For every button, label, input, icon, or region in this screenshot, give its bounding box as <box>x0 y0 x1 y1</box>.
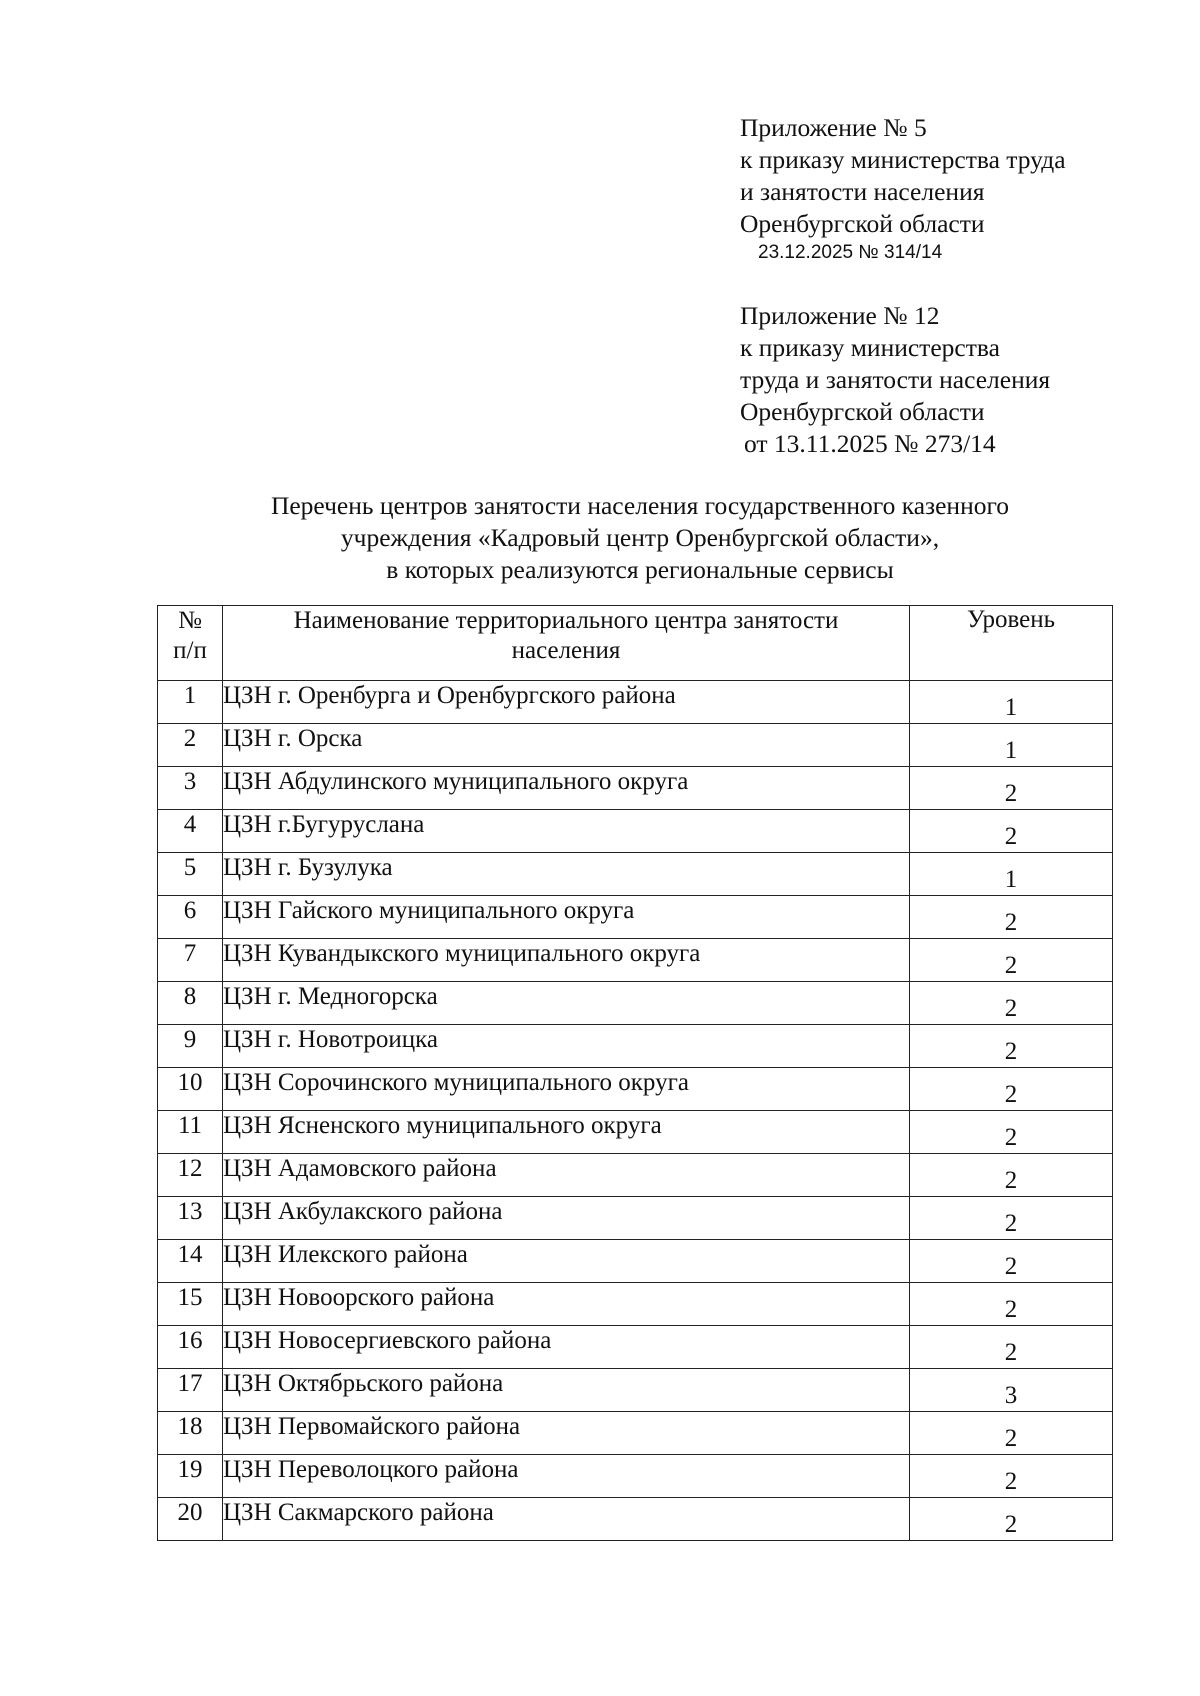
center-name: ЦЗН г. Бузулука <box>223 853 910 896</box>
table-row <box>158 681 1113 724</box>
table-row <box>158 1154 1113 1197</box>
center-name: ЦЗН г.Бугуруслана <box>223 810 910 853</box>
annex-current-ministry-line: и занятости населения <box>740 177 985 206</box>
row-number: 9 <box>158 1025 223 1068</box>
center-name: ЦЗН г. Орска <box>223 724 910 767</box>
annex-current-date: 23.12.2025 № 314/14 <box>758 242 943 263</box>
employment-centers-table <box>157 605 1113 1541</box>
table-row <box>158 1412 1113 1455</box>
service-level: 2 <box>910 896 1113 939</box>
center-name: ЦЗН Переволоцкого района <box>223 1455 910 1498</box>
service-level: 2 <box>910 1326 1113 1369</box>
service-level: 2 <box>910 1154 1113 1197</box>
center-name: ЦЗН г. Новотроицка <box>223 1025 910 1068</box>
center-name: ЦЗН Ясненского муниципального округа <box>223 1111 910 1154</box>
document-title-line-1: Перечень центров занятости населения государственного казенного <box>270 491 1010 520</box>
row-number: 3 <box>158 767 223 810</box>
service-level: 2 <box>910 939 1113 982</box>
table-row <box>158 1326 1113 1369</box>
service-level: 2 <box>910 1283 1113 1326</box>
center-name: ЦЗН Новосергиевского района <box>223 1326 910 1369</box>
table-row <box>158 1455 1113 1498</box>
table-header-row <box>158 606 1113 681</box>
center-name: ЦЗН Кувандыкского муниципального округа <box>223 939 910 982</box>
row-number: 4 <box>158 810 223 853</box>
service-level: 2 <box>910 982 1113 1025</box>
table-row <box>158 1283 1113 1326</box>
service-level: 2 <box>910 810 1113 853</box>
row-number: 16 <box>158 1326 223 1369</box>
center-name: ЦЗН Октябрьского района <box>223 1369 910 1412</box>
table-row <box>158 1369 1113 1412</box>
annex-current-title: Приложение № 5 <box>740 113 927 142</box>
table-row <box>158 939 1113 982</box>
center-name: ЦЗН Гайского муниципального округа <box>223 896 910 939</box>
row-number: 17 <box>158 1369 223 1412</box>
row-number: 13 <box>158 1197 223 1240</box>
service-level: 2 <box>910 1498 1113 1541</box>
center-name: ЦЗН г. Оренбурга и Оренбургского района <box>223 681 910 724</box>
annex-previous-date: от 13.11.2025 № 273/14 <box>744 429 996 458</box>
service-level: 2 <box>910 1455 1113 1498</box>
table-row <box>158 1111 1113 1154</box>
center-name: ЦЗН г. Медногорска <box>223 982 910 1025</box>
center-name: ЦЗН Сорочинского муниципального округа <box>223 1068 910 1111</box>
header-center-name-line-2: населения <box>511 637 621 664</box>
service-level: 2 <box>910 1197 1113 1240</box>
row-number: 14 <box>158 1240 223 1283</box>
service-level: 2 <box>910 1240 1113 1283</box>
row-number: 11 <box>158 1111 223 1154</box>
row-number: 18 <box>158 1412 223 1455</box>
annex-current-region-line: Оренбургской области <box>740 209 985 238</box>
row-number: 10 <box>158 1068 223 1111</box>
annex-previous-region-line: Оренбургской области <box>740 397 985 426</box>
center-name: ЦЗН Первомайского района <box>223 1412 910 1455</box>
table-row <box>158 1025 1113 1068</box>
document-title <box>150 490 1130 586</box>
service-level: 3 <box>910 1369 1113 1412</box>
annex-previous-title: Приложение № 12 <box>740 301 940 330</box>
table-row <box>158 810 1113 853</box>
header-number <box>158 606 223 681</box>
table-body <box>158 681 1113 1541</box>
row-number: 8 <box>158 982 223 1025</box>
annex-previous-order-line: к приказу министерства <box>740 333 1000 362</box>
row-number: 15 <box>158 1283 223 1326</box>
center-name: ЦЗН Сакмарского района <box>223 1498 910 1541</box>
table-row <box>158 1240 1113 1283</box>
row-number: 1 <box>158 681 223 724</box>
row-number: 6 <box>158 896 223 939</box>
table-row <box>158 1068 1113 1111</box>
header-number-abbr: п/п <box>173 637 207 664</box>
center-name: ЦЗН Адамовского района <box>223 1154 910 1197</box>
center-name: ЦЗН Новоорского района <box>223 1283 910 1326</box>
service-level: 2 <box>910 1025 1113 1068</box>
table-row <box>158 982 1113 1025</box>
row-number: 12 <box>158 1154 223 1197</box>
center-name: ЦЗН Абдулинского муниципального округа <box>223 767 910 810</box>
table-row <box>158 1197 1113 1240</box>
annex-current <box>740 112 1066 266</box>
annex-previous-ministry-line: труда и занятости населения <box>740 365 1051 394</box>
service-level: 2 <box>910 1412 1113 1455</box>
annex-current-order-line: к приказу министерства труда <box>740 145 1066 174</box>
annex-previous <box>740 300 1050 460</box>
table-row <box>158 853 1113 896</box>
row-number: 5 <box>158 853 223 896</box>
header-center-name-line-1: Наименование территориального центра занятости <box>293 607 839 634</box>
document-title-line-2: учреждения «Кадровый центр Оренбургской области», <box>340 523 940 552</box>
center-name: ЦЗН Акбулакского района <box>223 1197 910 1240</box>
service-level: 1 <box>910 681 1113 724</box>
service-level: 2 <box>910 767 1113 810</box>
table-row <box>158 724 1113 767</box>
header-center-name <box>223 606 910 681</box>
row-number: 7 <box>158 939 223 982</box>
center-name: ЦЗН Илекского района <box>223 1240 910 1283</box>
service-level: 1 <box>910 724 1113 767</box>
service-level: 2 <box>910 1111 1113 1154</box>
table-row <box>158 896 1113 939</box>
row-number: 2 <box>158 724 223 767</box>
document-title-line-3: в которых реализуются региональные сервисы <box>386 555 894 584</box>
service-level: 1 <box>910 853 1113 896</box>
header-level: Уровень <box>910 606 1113 681</box>
row-number: 19 <box>158 1455 223 1498</box>
table-row <box>158 767 1113 810</box>
header-number-symbol: № <box>178 607 202 634</box>
row-number: 20 <box>158 1498 223 1541</box>
service-level: 2 <box>910 1068 1113 1111</box>
table-row <box>158 1498 1113 1541</box>
